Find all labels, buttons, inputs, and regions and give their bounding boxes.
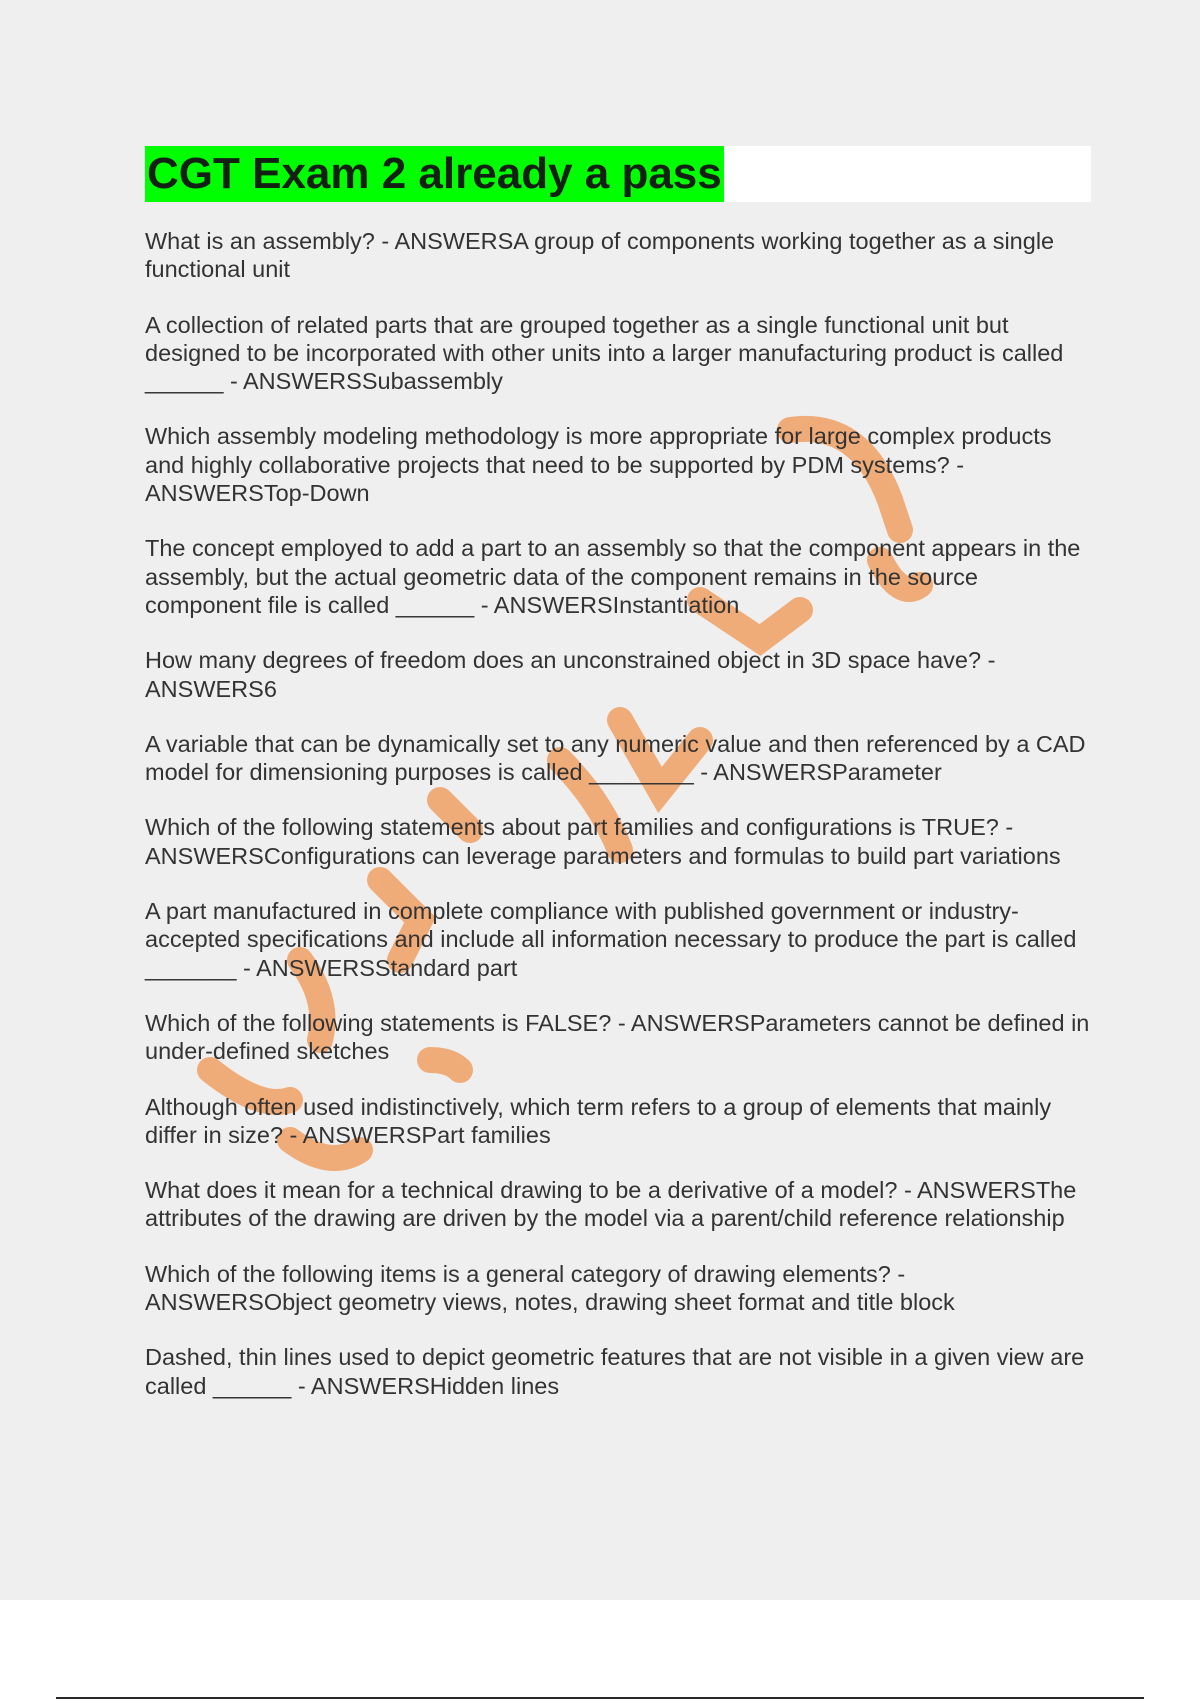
qa-item: How many degrees of freedom does an unconstrained object in 3D space have? - ANSWERS6 — [145, 647, 996, 702]
qa-item: Which of the following statements about part families and configurations is TRUE? - ANSWERSConfigurations can leverage parameters and formulas to build part variations — [145, 814, 1061, 869]
document-title: CGT Exam 2 already a pass — [145, 146, 724, 202]
qa-item: Which of the following items is a general category of drawing elements? - ANSWERSObject geometry views, notes, drawing sheet format and title block — [145, 1260, 955, 1316]
qa-item: A variable that can be dynamically set to any numeric value and then referenced by a CAD model for dimensioning purposes is called ________ - ANSWERSParameter — [145, 730, 1086, 786]
qa-item: Dashed, thin lines used to depict geometric features that are not visible in a given view are called ______ - ANSWERSHidden lines — [145, 1344, 1085, 1399]
qa-item: The concept employed to add a part to an assembly so that the component appears in the assembly, but the actual geometric data of the component remains in the source component file is called ______ - ANSWERSInstantiation — [145, 535, 1081, 618]
qa-item: Although often used indistinctively, which term refers to a group of elements that mainly differ in size? - ANSWERSPart families — [145, 1093, 1052, 1148]
qa-item: What does it mean for a technical drawing to be a derivative of a model? - ANSWERSThe attributes of the drawing are driven by the model via a parent/child reference relationship — [145, 1177, 1077, 1232]
qa-item: A collection of related parts that are grouped together as a single functional unit but designed to be incorporated with other units into a larger manufacturing product is called ______ - ANSWERSSubassembly — [145, 311, 1064, 395]
qa-item: A part manufactured in complete compliance with published government or industry-accepted specifications and include all information necessary to produce the part is called _______ - ANSWERSStandard part — [145, 898, 1077, 981]
qa-item: Which assembly modeling methodology is more appropriate for large complex products and highly collaborative projects that need to be supported by PDM systems? - ANSWERSTop-Down — [145, 423, 1052, 507]
qa-item: What is an assembly? - ANSWERSA group of components working together as a single functional unit — [145, 228, 1055, 283]
qa-list — [145, 227, 1095, 1427]
footer-rule — [56, 1697, 1144, 1699]
qa-item: Which of the following statements is FALSE? - ANSWERSParameters cannot be defined in under-defined sketches — [145, 1009, 1090, 1065]
